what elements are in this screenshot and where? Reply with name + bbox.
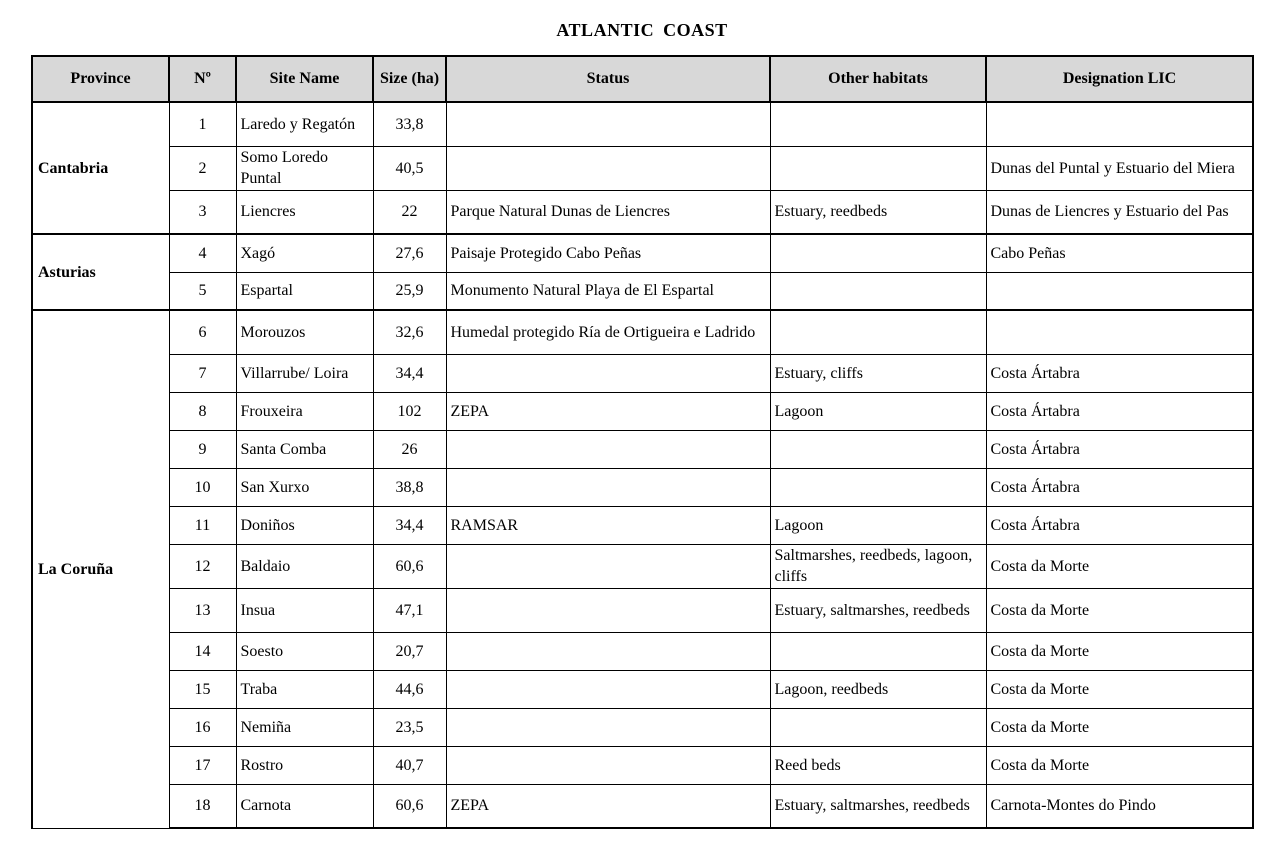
designation-cell: Costa da Morte	[986, 670, 1253, 708]
other-habitats-cell: Estuary, reedbeds	[770, 190, 986, 234]
number-cell: 2	[169, 146, 236, 190]
status-cell	[446, 670, 770, 708]
designation-cell: Carnota-Montes do Pindo	[986, 784, 1253, 828]
table-row	[32, 102, 1253, 146]
header-site-name: Site Name	[236, 56, 373, 102]
other-habitats-cell	[770, 146, 986, 190]
number-cell: 16	[169, 708, 236, 746]
status-cell	[446, 708, 770, 746]
number-cell: 5	[169, 272, 236, 310]
size-cell: 25,9	[373, 272, 446, 310]
designation-cell: Dunas del Puntal y Estuario del Miera	[986, 146, 1253, 190]
header-status: Status	[446, 56, 770, 102]
other-habitats-cell: Estuary, cliffs	[770, 354, 986, 392]
table-row	[32, 588, 1253, 632]
table-body	[32, 102, 1253, 828]
other-habitats-cell	[770, 102, 986, 146]
status-cell	[446, 146, 770, 190]
site-name-cell: Villarrube/ Loira	[236, 354, 373, 392]
table-row	[32, 670, 1253, 708]
site-name-cell: Santa Comba	[236, 430, 373, 468]
sites-table	[31, 55, 1254, 829]
header-designation: Designation LIC	[986, 56, 1253, 102]
designation-cell: Costa da Morte	[986, 708, 1253, 746]
other-habitats-cell: Reed beds	[770, 746, 986, 784]
header-size: Size (ha)	[373, 56, 446, 102]
header-row	[32, 56, 1253, 102]
status-cell: ZEPA	[446, 784, 770, 828]
header-number: Nº	[169, 56, 236, 102]
number-cell: 9	[169, 430, 236, 468]
site-name-cell: San Xurxo	[236, 468, 373, 506]
table-row	[32, 506, 1253, 544]
designation-cell: Costa da Morte	[986, 544, 1253, 588]
table-row	[32, 392, 1253, 430]
other-habitats-cell: Lagoon	[770, 506, 986, 544]
table-row	[32, 784, 1253, 828]
table-row	[32, 430, 1253, 468]
site-name-cell: Baldaio	[236, 544, 373, 588]
status-cell	[446, 544, 770, 588]
site-name-cell: Xagó	[236, 234, 373, 272]
designation-cell: Costa Ártabra	[986, 506, 1253, 544]
status-cell: Parque Natural Dunas de Liencres	[446, 190, 770, 234]
size-cell: 26	[373, 430, 446, 468]
table-row	[32, 354, 1253, 392]
designation-cell: Costa Ártabra	[986, 468, 1253, 506]
status-cell	[446, 468, 770, 506]
site-name-cell: Soesto	[236, 632, 373, 670]
other-habitats-cell	[770, 310, 986, 354]
status-cell	[446, 430, 770, 468]
number-cell: 10	[169, 468, 236, 506]
designation-cell	[986, 102, 1253, 146]
site-name-cell: Traba	[236, 670, 373, 708]
size-cell: 23,5	[373, 708, 446, 746]
number-cell: 18	[169, 784, 236, 828]
other-habitats-cell	[770, 468, 986, 506]
other-habitats-cell	[770, 708, 986, 746]
other-habitats-cell: Estuary, saltmarshes, reedbeds	[770, 784, 986, 828]
table-row	[32, 146, 1253, 190]
other-habitats-cell	[770, 272, 986, 310]
table-row	[32, 632, 1253, 670]
number-cell: 15	[169, 670, 236, 708]
designation-cell: Costa da Morte	[986, 632, 1253, 670]
table-row	[32, 544, 1253, 588]
number-cell: 12	[169, 544, 236, 588]
status-cell: Paisaje Protegido Cabo Peñas	[446, 234, 770, 272]
designation-cell: Costa Ártabra	[986, 430, 1253, 468]
table-row	[32, 310, 1253, 354]
size-cell: 27,6	[373, 234, 446, 272]
table-row	[32, 708, 1253, 746]
site-name-cell: Nemiña	[236, 708, 373, 746]
header-province: Province	[32, 56, 169, 102]
site-name-cell: Espartal	[236, 272, 373, 310]
designation-cell: Dunas de Liencres y Estuario del Pas	[986, 190, 1253, 234]
status-cell: Humedal protegido Ría de Ortigueira e Ladrido	[446, 310, 770, 354]
site-name-cell: Liencres	[236, 190, 373, 234]
number-cell: 8	[169, 392, 236, 430]
site-name-cell: Somo Loredo Puntal	[236, 146, 373, 190]
size-cell: 32,6	[373, 310, 446, 354]
province-cell: La Coruña	[32, 310, 169, 828]
site-name-cell: Frouxeira	[236, 392, 373, 430]
designation-cell: Costa Ártabra	[986, 354, 1253, 392]
number-cell: 13	[169, 588, 236, 632]
other-habitats-cell	[770, 430, 986, 468]
size-cell: 47,1	[373, 588, 446, 632]
site-name-cell: Morouzos	[236, 310, 373, 354]
number-cell: 3	[169, 190, 236, 234]
designation-cell: Costa da Morte	[986, 588, 1253, 632]
size-cell: 34,4	[373, 506, 446, 544]
number-cell: 17	[169, 746, 236, 784]
other-habitats-cell: Saltmarshes, reedbeds, lagoon, cliffs	[770, 544, 986, 588]
table-row	[32, 190, 1253, 234]
number-cell: 11	[169, 506, 236, 544]
other-habitats-cell: Estuary, saltmarshes, reedbeds	[770, 588, 986, 632]
size-cell: 33,8	[373, 102, 446, 146]
number-cell: 4	[169, 234, 236, 272]
designation-cell	[986, 310, 1253, 354]
designation-cell	[986, 272, 1253, 310]
status-cell: Monumento Natural Playa de El Espartal	[446, 272, 770, 310]
table-row	[32, 234, 1253, 272]
number-cell: 6	[169, 310, 236, 354]
size-cell: 44,6	[373, 670, 446, 708]
other-habitats-cell	[770, 632, 986, 670]
size-cell: 102	[373, 392, 446, 430]
status-cell	[446, 102, 770, 146]
size-cell: 60,6	[373, 784, 446, 828]
status-cell	[446, 746, 770, 784]
size-cell: 38,8	[373, 468, 446, 506]
number-cell: 7	[169, 354, 236, 392]
province-cell: Cantabria	[32, 102, 169, 234]
size-cell: 22	[373, 190, 446, 234]
status-cell: ZEPA	[446, 392, 770, 430]
site-name-cell: Doniños	[236, 506, 373, 544]
page-title: ATLANTIC COAST	[556, 20, 728, 40]
table-row	[32, 468, 1253, 506]
table-row	[32, 272, 1253, 310]
number-cell: 14	[169, 632, 236, 670]
designation-cell: Costa da Morte	[986, 746, 1253, 784]
status-cell	[446, 354, 770, 392]
status-cell	[446, 588, 770, 632]
size-cell: 20,7	[373, 632, 446, 670]
province-cell: Asturias	[32, 234, 169, 310]
size-cell: 40,7	[373, 746, 446, 784]
header-other-habitats: Other habitats	[770, 56, 986, 102]
designation-cell: Costa Ártabra	[986, 392, 1253, 430]
site-name-cell: Rostro	[236, 746, 373, 784]
other-habitats-cell: Lagoon	[770, 392, 986, 430]
status-cell	[446, 632, 770, 670]
site-name-cell: Insua	[236, 588, 373, 632]
other-habitats-cell	[770, 234, 986, 272]
designation-cell: Cabo Peñas	[986, 234, 1253, 272]
site-name-cell: Carnota	[236, 784, 373, 828]
size-cell: 60,6	[373, 544, 446, 588]
site-name-cell: Laredo y Regatón	[236, 102, 373, 146]
other-habitats-cell: Lagoon, reedbeds	[770, 670, 986, 708]
number-cell: 1	[169, 102, 236, 146]
status-cell: RAMSAR	[446, 506, 770, 544]
size-cell: 40,5	[373, 146, 446, 190]
table-row	[32, 746, 1253, 784]
size-cell: 34,4	[373, 354, 446, 392]
